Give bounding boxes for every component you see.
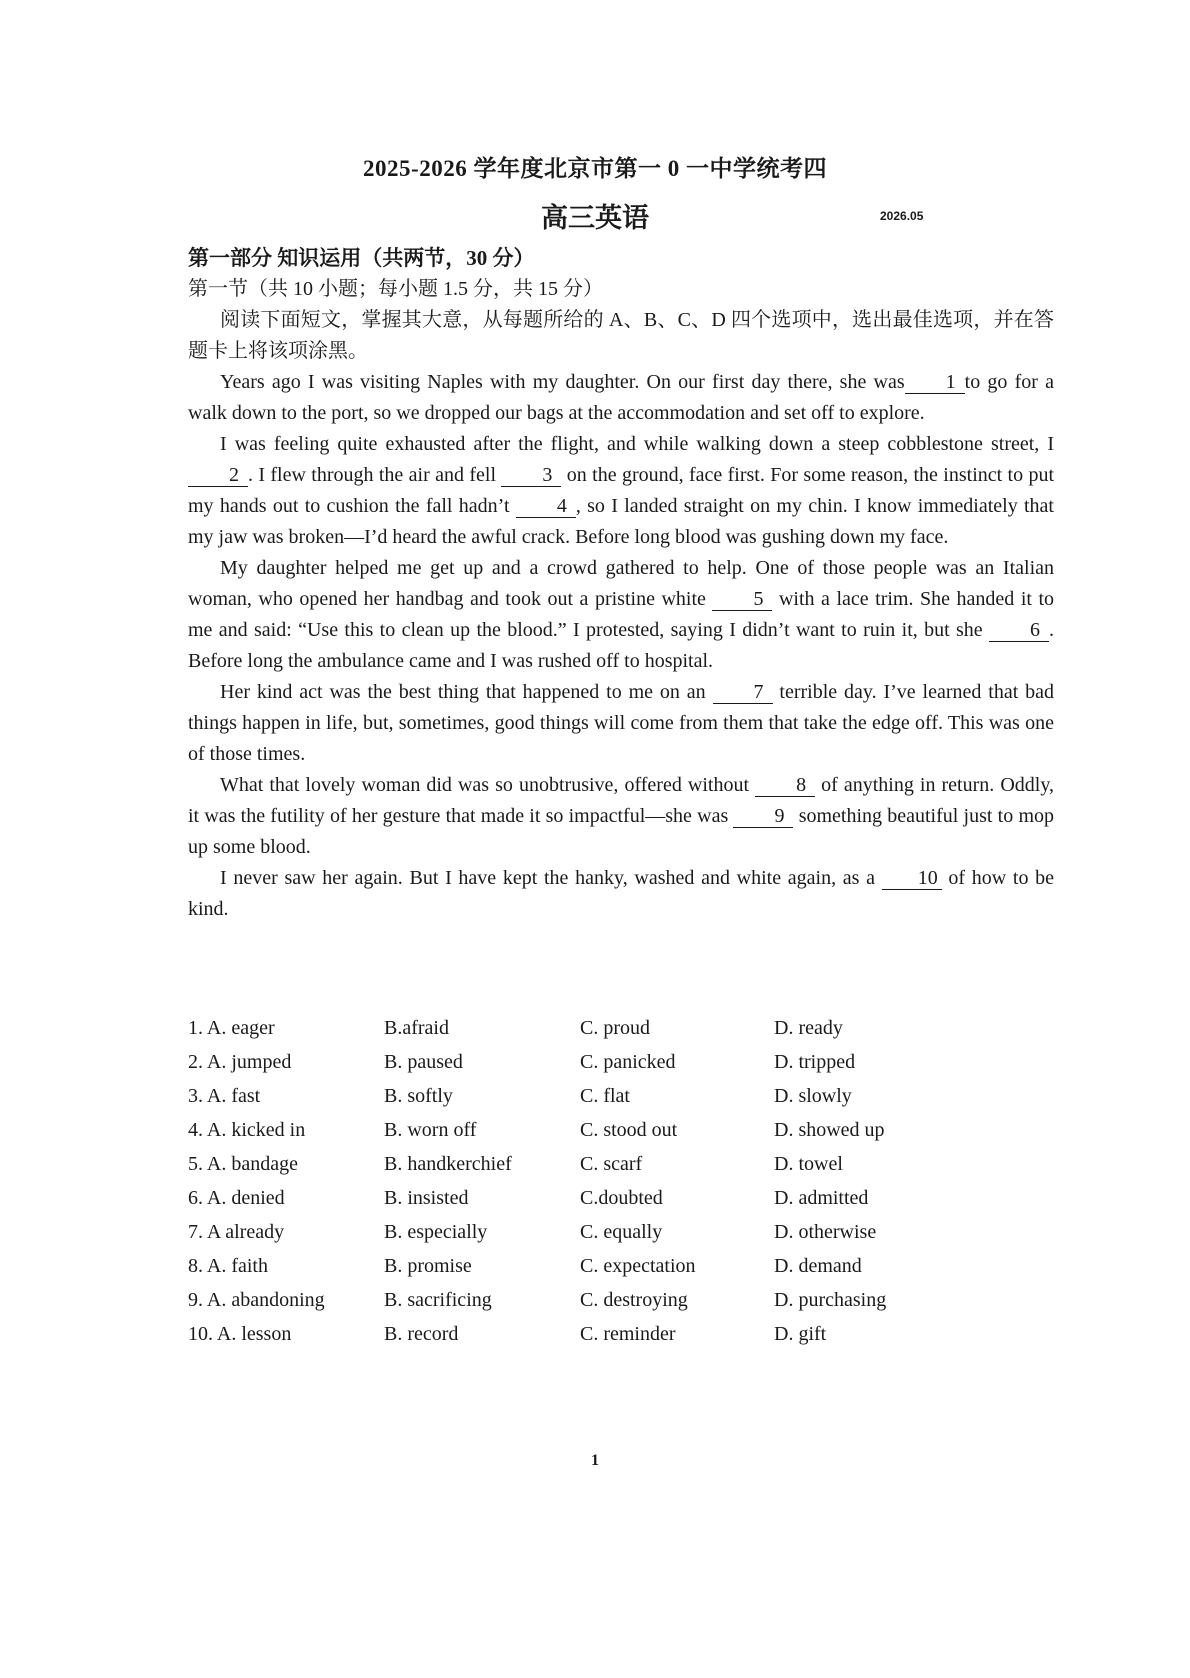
option-d: D. slowly: [774, 1084, 852, 1107]
passage-text: . I flew through the air and fell: [248, 464, 497, 486]
option-c: C. stood out: [580, 1118, 678, 1141]
option-b: B. handkerchief: [384, 1152, 512, 1175]
option-d: D. admitted: [774, 1186, 869, 1209]
option-a: 6. A. denied: [188, 1186, 285, 1209]
option-b: B. insisted: [384, 1186, 469, 1209]
option-c: C. destroying: [580, 1288, 688, 1311]
option-d: D. showed up: [774, 1118, 885, 1141]
passage-text: on the ground, face first. For some reason, the instinct to put my hands out to cushion the fall hadn’t: [188, 464, 1055, 517]
option-b: B. paused: [384, 1050, 463, 1073]
option-b: B. especially: [384, 1220, 488, 1243]
option-d: D. ready: [774, 1016, 843, 1039]
option-c: C.doubted: [580, 1186, 663, 1209]
option-row: [188, 1011, 1054, 1045]
option-d: D. otherwise: [774, 1220, 877, 1243]
option-d: D. towel: [774, 1152, 843, 1175]
passage-text: Years ago I was visiting Naples with my daughter. On our first day there, she was: [220, 371, 905, 393]
option-a: 9. A. abandoning: [188, 1288, 325, 1311]
option-a: 2. A. jumped: [188, 1050, 292, 1073]
passage-paragraph-4: [188, 677, 1054, 770]
option-row: [188, 1113, 1054, 1147]
passage-paragraph-3: [188, 553, 1054, 677]
section-heading: 第一节（共 10 小题；每小题 1.5 分，共 15 分）: [188, 278, 603, 300]
option-row: [188, 1283, 1054, 1317]
option-d: D. purchasing: [774, 1288, 887, 1311]
blank-8: 8: [755, 774, 815, 797]
exam-date: 2026.05: [880, 209, 924, 223]
option-c: C. scarf: [580, 1152, 643, 1175]
passage-text: , so I landed straight on my chin. I know immediately that my jaw was broken—I’d heard the awful crack. Before long blood was gushing down my face.: [188, 495, 1054, 548]
option-c: C. panicked: [580, 1050, 676, 1073]
option-a: 8. A. faith: [188, 1254, 268, 1277]
option-row: [188, 1147, 1054, 1181]
passage-text: of anything in return. Oddly, it was the futility of her gesture that made it so impactful—she was: [188, 774, 1055, 827]
instruction-text: 阅读下面短文，掌握其大意，从每题所给的 A、B、C、D 四个选项中，选出最佳选项，并在答题卡上将该项涂黑。: [188, 309, 1054, 362]
option-a: 5. A. bandage: [188, 1152, 298, 1175]
passage-text: to go for a walk down to the port, so we dropped our bags at the accommodation and set off to explore.: [188, 371, 1054, 424]
passage-text: I never saw her again. But I have kept the hanky, washed and white again, as a: [220, 867, 875, 889]
option-a: 10. A. lesson: [188, 1322, 292, 1345]
passage-paragraph-6: [188, 863, 1054, 925]
exam-subtitle: 高三英语: [541, 203, 649, 233]
option-row: [188, 1045, 1054, 1079]
exam-body: [188, 243, 1054, 925]
blank-10: 10: [882, 867, 942, 890]
option-row: [188, 1215, 1054, 1249]
passage-paragraph-1: [188, 367, 1054, 429]
blank-1: 1: [905, 371, 965, 394]
passage-text: What that lovely woman did was so unobtrusive, offered without: [220, 774, 750, 796]
blank-7: 7: [713, 681, 773, 704]
part-heading: 第一部分 知识运用（共两节，30 分）: [188, 246, 535, 270]
option-a: 4. A. kicked in: [188, 1118, 306, 1141]
option-b: B. sacrificing: [384, 1288, 492, 1311]
option-a: 1. A. eager: [188, 1016, 275, 1039]
passage-text: of how to be kind.: [188, 867, 1055, 920]
blank-2: 2: [188, 464, 248, 487]
page-number: 1: [591, 1452, 599, 1469]
option-d: D. gift: [774, 1322, 827, 1345]
option-b: B. worn off: [384, 1118, 477, 1141]
option-b: B. promise: [384, 1254, 472, 1277]
passage-text: something beautiful just to mop up some blood.: [188, 805, 1054, 858]
passage-text: with a lace trim. She handed it to me and said: “Use this to clean up the blood.” I protested, saying I didn’t want to ruin it, but she: [188, 588, 1055, 641]
passage-paragraph-2: [188, 429, 1054, 553]
option-row: [188, 1249, 1054, 1283]
option-row: [188, 1079, 1054, 1113]
option-row: [188, 1317, 1054, 1351]
option-c: C. flat: [580, 1084, 630, 1107]
option-c: C. equally: [580, 1220, 663, 1243]
blank-5: 5: [712, 588, 772, 611]
answer-options: [188, 1011, 1054, 1351]
passage-text: My daughter helped me get up and a crowd gathered to help. One of those people was an Italian woman, who opened her handbag and took out a pristine white: [188, 557, 1054, 610]
passage-text: Her kind act was the best thing that happened to me on an: [220, 681, 706, 703]
passage-text: . Before long the ambulance came and I was rushed off to hospital.: [188, 619, 1055, 672]
option-d: D. tripped: [774, 1050, 856, 1073]
option-c: C. expectation: [580, 1254, 696, 1277]
option-a: 3. A. fast: [188, 1084, 261, 1107]
option-a: 7. A already: [188, 1220, 285, 1243]
option-b: B. softly: [384, 1084, 453, 1107]
option-c: C. proud: [580, 1016, 650, 1039]
option-c: C. reminder: [580, 1322, 676, 1345]
option-row: [188, 1181, 1054, 1215]
option-d: D. demand: [774, 1254, 862, 1277]
blank-4: 4: [516, 495, 576, 518]
blank-9: 9: [733, 805, 793, 828]
passage-text: I was feeling quite exhausted after the flight, and while walking down a steep cobblestone street, I: [220, 433, 1054, 455]
exam-title: 2025-2026 学年度北京市第一 0 一中学统考四: [363, 156, 827, 181]
blank-3: 3: [501, 464, 561, 487]
option-b: B.afraid: [384, 1016, 449, 1039]
passage-paragraph-5: [188, 770, 1054, 863]
option-b: B. record: [384, 1322, 459, 1345]
passage-text: terrible day. I’ve learned that bad things happen in life, but, sometimes, good things will come from them that take the edge off. This was one of those times.: [188, 681, 1055, 765]
blank-6: 6: [989, 619, 1049, 642]
